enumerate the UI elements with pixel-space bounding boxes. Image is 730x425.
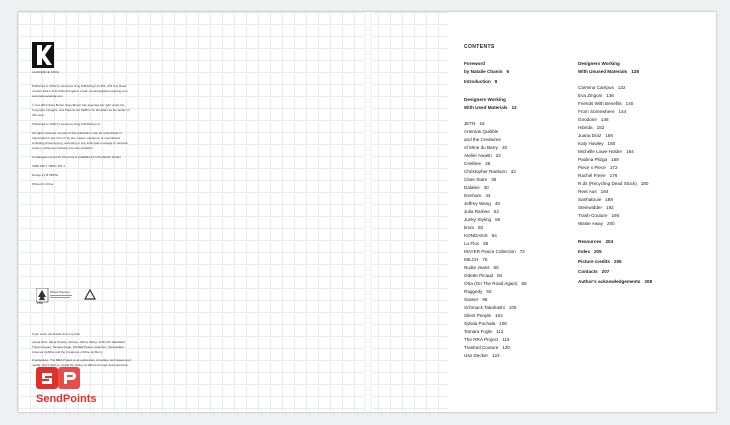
toc-entry: Schmuck Takahashi 100 xyxy=(464,305,517,310)
toc-page-number: 56 xyxy=(495,217,501,222)
toc-entry: Katy Howley 160 xyxy=(578,141,616,146)
toc-section: Resources 204 xyxy=(578,239,614,244)
toc-entry: Hibrida 152 xyxy=(578,125,605,130)
laurence-king-logo xyxy=(32,42,54,68)
toc-page-number: 132 xyxy=(617,85,626,90)
toc-page-number: 205 xyxy=(594,249,602,254)
toc-entry: Otra (On The Road Again) 88 xyxy=(464,281,527,286)
cert-label: Mixed Sources xyxy=(50,290,70,294)
toc-entry: Sasser 96 xyxy=(464,297,488,302)
toc-page-number: 124 xyxy=(492,353,500,358)
toc-entry: Raggedy 92 xyxy=(464,289,492,294)
toc-page-number: 36 xyxy=(491,177,497,182)
imprint-paragraph: © text 2013 Sass Brown Sass Brown has asserted her right under the Copyright, Designs, and Patents Act 1988 to be identified as the author of this work. xyxy=(32,103,130,117)
sendpoints-logo-icon xyxy=(36,367,82,389)
toc-section: Designers Working With Unused Materials 128 xyxy=(578,61,639,74)
toc-entry: Ceelbee 28 xyxy=(464,161,491,166)
toc-entry: Jeffrey Wang 48 xyxy=(464,201,500,206)
credit-paragraph: Juana Díaz, Silent People, Nöcola, Jeffrey Wang, Schmuck Takahashi, Trash-Couture, Tamara Fogle, MAYER Peace Collection, Steinwidder, Artemas Quibble and the Creatures of Mme du Barry xyxy=(32,340,126,354)
toc-page-number: 32 xyxy=(510,169,516,174)
toc-page-number: 52 xyxy=(493,209,499,214)
sendpoints-watermark: SendPoints xyxy=(36,393,97,405)
toc-entry: Lu Flux 68 xyxy=(464,241,489,246)
toc-entry: km/a 60 xyxy=(464,225,484,230)
contents-column-1 xyxy=(464,58,574,360)
toc-entry: The RRA Project 116 xyxy=(464,337,510,342)
toc-page-number: 72 xyxy=(519,249,525,254)
toc-page-number: 200 xyxy=(607,221,615,226)
toc-page-number: 128 xyxy=(631,69,639,74)
toc-entry: Paulina Plizga 168 xyxy=(578,157,619,162)
toc-entry: Clare Stare 36 xyxy=(464,177,497,182)
imprint-text xyxy=(32,84,132,191)
toc-page-number: 112 xyxy=(496,329,504,334)
book-spread xyxy=(18,12,716,412)
toc-page-number: 64 xyxy=(491,233,497,238)
toc-page-number: 148 xyxy=(600,117,609,122)
toc-entry: Christopher Raeburn 32 xyxy=(464,169,516,174)
toc-page-number: 20 xyxy=(501,145,508,150)
toc-entry: Junky Styling 56 xyxy=(464,217,501,222)
toc-page-number: 184 xyxy=(600,189,609,194)
toc-page-number: 206 xyxy=(613,259,622,264)
imprint-paragraph: Published in 2013 by Laurence King Publishing Ltd 361–373 City Road London EC1V 1LR United Kingdom email: enquiries@laurenceking.com www.laurenceking.com xyxy=(32,84,128,98)
toc-spacer xyxy=(464,112,574,120)
toc-entry: Eva Zingoni 136 xyxy=(578,93,614,98)
toc-entry: Julia Rarbee 52 xyxy=(464,209,499,214)
toc-entry: KONDAKIS 64 xyxy=(464,233,497,238)
certification-icons xyxy=(36,288,106,304)
toc-spacer xyxy=(578,76,688,84)
toc-section: Picture credits 206 xyxy=(578,259,622,264)
toc-section: Foreword by Natalie Chanin 6 xyxy=(464,61,510,74)
toc-entry: Sylwia Pochała 108 xyxy=(464,321,507,326)
toc-page-number: 28 xyxy=(485,161,491,166)
credit-paragraph: Front cover (clockwise from top left): xyxy=(32,332,81,336)
toc-section: Author's acknowledgements 208 xyxy=(578,279,653,284)
toc-page-number: 140 xyxy=(625,101,634,106)
recycle-icon xyxy=(85,290,95,299)
toc-entry: Michelle Lowe-Holder 164 xyxy=(578,149,634,154)
toc-section: Contacts 207 xyxy=(578,269,610,274)
imprint-paragraph: Printed in China xyxy=(32,182,54,186)
toc-entry: From Somewhere 144 xyxy=(578,109,627,114)
imprint-paragraph: ISBN 978 1 78067 301 1 xyxy=(32,164,65,168)
toc-entry: MAYER Peace Collection 72 xyxy=(464,249,525,254)
toc-page-number: 8 xyxy=(494,79,498,84)
logo-text: LAURENCE KING xyxy=(32,70,60,74)
toc-entry: Trashed Couture 120 xyxy=(464,345,510,350)
cover-credits xyxy=(32,332,132,371)
toc-page-number: 164 xyxy=(626,149,634,154)
toc-spacer xyxy=(578,228,688,236)
toc-entry: Friends With Benefits 140 xyxy=(578,101,634,106)
toc-entry: Odette Picaud 84 xyxy=(464,273,503,278)
toc-page-number: 207 xyxy=(601,269,610,274)
toc-entry: Juana Díaz 156 xyxy=(578,133,613,138)
toc-page-number: 144 xyxy=(618,109,627,114)
toc-entry: Nudie Jeans 80 xyxy=(464,265,499,270)
toc-entry: JETN 16 xyxy=(464,121,485,126)
toc-page-number: 108 xyxy=(499,321,507,326)
toc-page-number: 44 xyxy=(485,193,491,198)
toc-page-number: 76 xyxy=(482,257,488,262)
toc-section: Introduction 8 xyxy=(464,79,498,84)
toc-spacer xyxy=(464,86,574,94)
toc-page-number: 120 xyxy=(502,345,510,350)
toc-page-number: 104 xyxy=(495,313,503,318)
toc-entry: Steinwidder 192 xyxy=(578,205,614,210)
imprint-paragraph: A catalogue record for this book is available from the British Library xyxy=(32,155,121,159)
toc-entry: Artemas Quibble and the Creatures of Mme du Barry 20 xyxy=(464,129,508,150)
toc-page-number: 196 xyxy=(611,213,620,218)
imprint-paragraph: Published in 2013 by Laurence King Publishing Ltd xyxy=(32,122,100,126)
toc-page-number: 136 xyxy=(606,93,614,98)
contents-title: CONTENTS xyxy=(464,44,495,50)
toc-page-number: 48 xyxy=(494,201,500,206)
toc-page-number: 68 xyxy=(483,241,489,246)
toc-page-number: 96 xyxy=(482,297,488,302)
toc-page-number: 168 xyxy=(611,157,619,162)
toc-entry: Tamara Fogle 112 xyxy=(464,329,504,334)
book-gutter xyxy=(364,12,372,412)
toc-page-number: 180 xyxy=(640,181,649,186)
toc-page-number: 100 xyxy=(508,305,517,310)
toc-page-number: 192 xyxy=(606,205,614,210)
toc-page-number: 60 xyxy=(477,225,484,230)
toc-page-number: 160 xyxy=(607,141,616,146)
toc-entry: Rachel Freire 176 xyxy=(578,173,618,178)
fsc-label: FSC xyxy=(37,301,43,304)
toc-page-number: 16 xyxy=(479,121,485,126)
toc-page-number: 84 xyxy=(497,273,503,278)
toc-entry: Goodone 148 xyxy=(578,117,609,122)
toc-page-number: 204 xyxy=(605,239,614,244)
toc-entry: Denham 44 xyxy=(464,193,491,198)
toc-section: Index 205 xyxy=(578,249,602,254)
contents-page xyxy=(448,12,716,412)
toc-page-number: 172 xyxy=(609,165,618,170)
toc-entry: Uso Decker 124 xyxy=(464,353,500,358)
toc-entry: Carmina Campus 132 xyxy=(578,85,626,90)
imprint-paragraph: Design by B.SMITH xyxy=(32,173,59,177)
toc-page-number: 80 xyxy=(493,265,499,270)
toc-entry: Waste Away 200 xyxy=(578,221,615,226)
toc-page-number: 24 xyxy=(495,153,501,158)
toc-page-number: 176 xyxy=(609,173,618,178)
toc-page-number: 152 xyxy=(596,125,605,130)
toc-page-number: 6 xyxy=(506,69,510,74)
toc-page-number: 116 xyxy=(502,337,510,342)
toc-entry: Silent People 104 xyxy=(464,313,503,318)
imprint-paragraph: All rights reserved. No part of this publication may be reproduced or transmitted in any form or by any means, electronic or mechanical, including photocopying, recording or any information storage or retrieval system, without permission from the publisher. xyxy=(32,131,128,150)
toc-entry: Trash-Couture 196 xyxy=(578,213,620,218)
toc-entry: Reet Aus 184 xyxy=(578,189,609,194)
toc-page-number: 12 xyxy=(511,105,517,110)
toc-page-number: 88 xyxy=(521,281,527,286)
toc-entry: Piece x Piece 172 xyxy=(578,165,618,170)
toc-entry: R.ds (Recycling Dead Stock) 180 xyxy=(578,181,649,186)
credit-paragraph: Frontispiece: The RRA Project is an exploration of textiles, techniques and media, which aims to reveal the history of fabrics through deconstruction. xyxy=(32,358,131,367)
toc-entry: Dalaleo 40 xyxy=(464,185,489,190)
toc-page-number: 156 xyxy=(605,133,613,138)
toc-page-number: 188 xyxy=(605,197,613,202)
toc-entry: Sanhatouie 188 xyxy=(578,197,613,202)
toc-entry: Atelier Awash 24 xyxy=(464,153,501,158)
toc-page-number: 92 xyxy=(486,289,492,294)
fsc-tree-icon xyxy=(36,288,48,302)
toc-page-number: 208 xyxy=(644,279,653,284)
toc-entry: MILCH 76 xyxy=(464,257,488,262)
contents-column-2 xyxy=(578,58,688,286)
toc-page-number: 40 xyxy=(483,185,489,190)
toc-section: Designers Working With Used Materials 12 xyxy=(464,97,517,110)
